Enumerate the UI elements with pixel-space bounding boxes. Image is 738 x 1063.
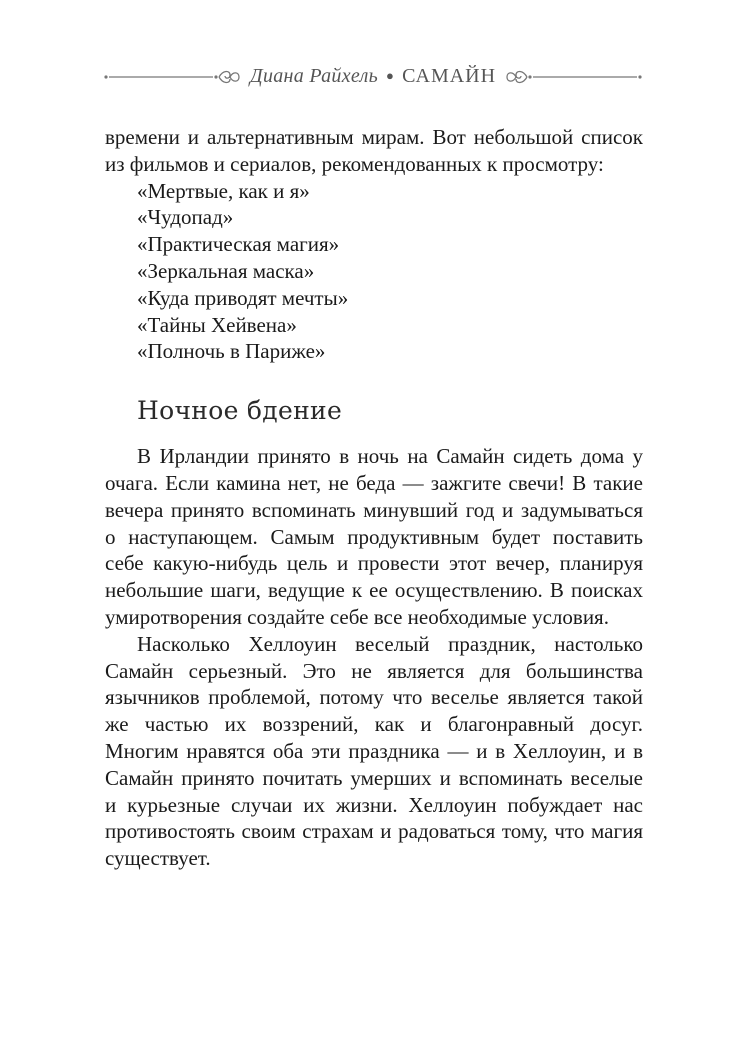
right-ornament-icon	[503, 62, 643, 92]
header-book-title: САМАЙН	[402, 65, 497, 87]
body-paragraph: В Ирландии принято в ночь на Самайн сидеть дома у очага. Если камина нет, не беда — зажгите свечи! В такие вечера принято вспоминать минувший год и задумываться о наступающем. Самым продуктивным будет поставить себе какую-нибудь цель и провести этот вечер, планируя небольшие шаги, ведущие к ее осуществлению. В поисках умиротворения создайте себе все необходимые условия.	[105, 444, 643, 629]
list-item: «Полночь в Париже»	[137, 339, 326, 364]
list-item: «Мертвые, как и я»	[137, 178, 310, 203]
intro-paragraph: времени и альтернативным мирам. Вот небольшой список из фильмов и сериалов, рекомендованных к просмотру:	[105, 125, 643, 176]
page-body	[105, 124, 643, 872]
list-item: «Тайны Хейвена»	[137, 312, 297, 337]
section-heading: Ночное бдение	[137, 396, 343, 426]
list-item: «Практическая магия»	[137, 232, 340, 257]
list-item: «Куда приводят мечты»	[137, 285, 349, 310]
list-item: «Чудопад»	[137, 205, 234, 230]
recommendation-list	[105, 178, 643, 366]
running-header	[103, 62, 643, 92]
header-author: Диана Райхель	[249, 65, 379, 87]
header-separator: ●	[386, 68, 395, 83]
list-item: «Зеркальная маска»	[137, 258, 315, 283]
body-paragraph: Насколько Хеллоуин веселый праздник, настолько Самайн серьезный. Это не является для большинства язычников проблемой, потому что веселье является такой же частью их воззрений, как и благонравный досуг. Многим нравятся оба эти праздника — и в Хеллоуин, и в Самайн принято почитать умерших и вспоминать веселые и курьезные случаи их жизни. Хеллоуин побуждает нас противостоять своим страхам и радоваться тому, что магия существует.	[105, 631, 643, 871]
